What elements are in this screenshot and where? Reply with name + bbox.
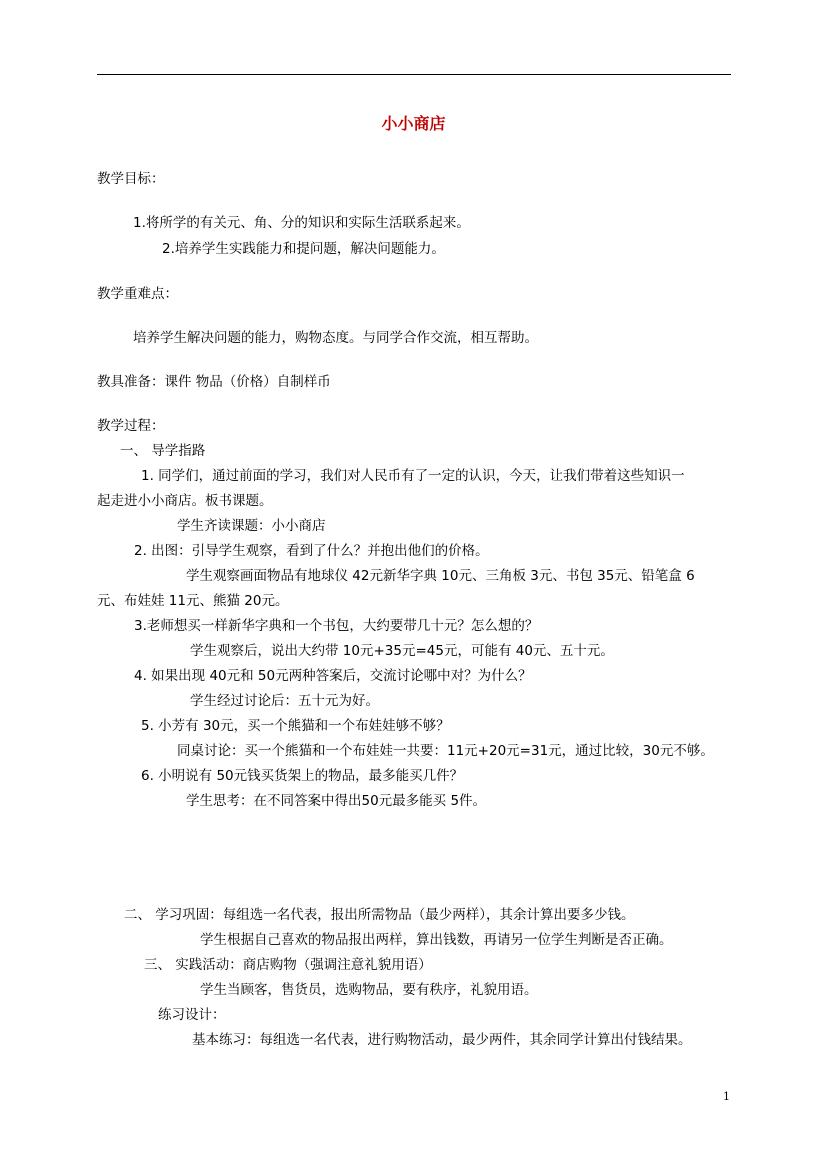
- step-5-text: 5. 小芳有 30元，买一个熊猫和一个布娃娃够不够？: [141, 718, 450, 734]
- practice-text: 基本练习：每组选一名代表，进行购物活动，最少两件，其余同学计算出付钱结果。: [192, 1032, 692, 1048]
- key-points-heading: 教学重难点：: [97, 286, 178, 302]
- step-2-text: 2. 出图：引导学生观察，看到了什么？并抱出他们的价格。: [134, 543, 489, 559]
- section-3-text: 学生当顾客，售货员，选购物品，要有秩序，礼貌用语。: [200, 982, 538, 998]
- section-3-heading: 三、 实践活动：商店购物（强调注意礼貌用语）: [144, 957, 432, 973]
- goal-item-2: 2.培养学生实践能力和提问题，解决问题能力。: [162, 241, 445, 257]
- step-6-response: 学生思考：在不同答案中得出50元最多能买 5件。: [186, 793, 487, 809]
- step-3-response: 学生观察后，说出大约带 10元+35元=45元，可能有 40元、五十元。: [190, 643, 614, 659]
- step-3-text: 3.老师想买一样新华字典和一个书包，大约要带几十元？怎么想的？: [134, 618, 539, 634]
- key-points-text: 培养学生解决问题的能力，购物态度。与同学合作交流，相互帮助。: [133, 330, 538, 346]
- step-1-text-cont: 起走进小小商店。板书课题。: [97, 493, 273, 509]
- step-1-text: 1. 同学们，通过前面的学习，我们对人民币有了一定的认识，今天，让我们带着这些知识一: [141, 468, 685, 484]
- practice-heading: 练习设计：: [158, 1007, 226, 1023]
- section-1-heading: 一、 导学指路: [120, 443, 206, 459]
- step-4-text: 4. 如果出现 40元和 50元两种答案后，交流讨论哪中对？为什么？: [134, 668, 532, 684]
- page-title: 小小商店: [381, 114, 446, 133]
- step-2-response: 学生观察画面物品有地球仪 42元新华字典 10元、三角板 3元、书包 35元、铅笔盒 6: [186, 568, 695, 584]
- step-5-response: 同桌讨论：买一个熊猫和一个布娃娃一共要：11元+20元=31元，通过比较，30元不够。: [177, 743, 714, 759]
- goal-item-1: 1.将所学的有关元、角、分的知识和实际生活联系起来。: [133, 215, 470, 231]
- header-rule: [97, 74, 731, 75]
- page-number: 1: [723, 1090, 730, 1103]
- step-6-text: 6. 小明说有 50元钱买货架上的物品，最多能买几件？: [141, 768, 464, 784]
- step-4-response: 学生经过讨论后：五十元为好。: [190, 693, 379, 709]
- step-2-response-cont: 元、布娃娃 11元、熊猫 20元。: [97, 593, 289, 609]
- process-heading: 教学过程：: [97, 418, 165, 434]
- section-2-text: 学生根据自己喜欢的物品报出两样，算出钱数，再请另一位学生判断是否正确。: [200, 932, 673, 948]
- section-2-heading: 二、 学习巩固：每组选一名代表，报出所需物品（最少两样），其余计算出要多少钱。: [124, 907, 635, 923]
- goal-heading: 教学目标：: [97, 171, 165, 187]
- step-1-response: 学生齐读课题：小小商店: [177, 518, 326, 534]
- teaching-tools: 教具准备：课件 物品（价格）自制样币: [97, 374, 331, 390]
